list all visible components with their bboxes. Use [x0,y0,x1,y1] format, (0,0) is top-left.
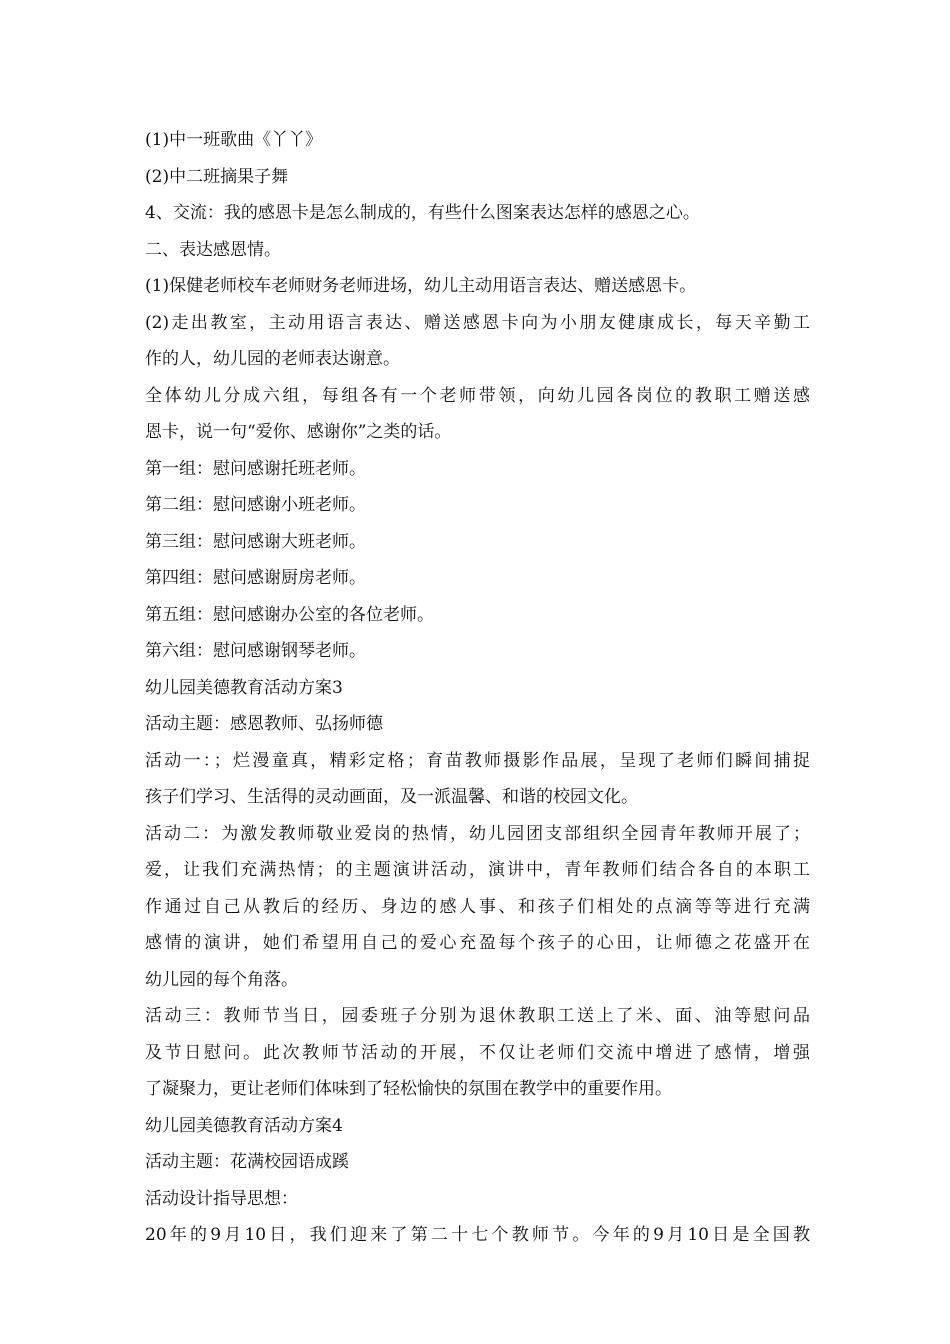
text-line: 感情的演讲，她们希望用自己的爱心充盈每个孩子的心田，让师德之花盛开在 [145,933,810,953]
text-line: 幼儿园的每个角落。 [145,969,298,990]
group-item: 第四组：慰问感谢厨房老师。 [145,568,366,588]
section-heading: 二、表达感恩情。 [145,239,281,260]
text-line: (2)走出教室，主动用语言表达、赠送感恩卡向为小朋友健康成长，每天辛勤工 [145,312,810,333]
text-line: 活动一：；烂漫童真，精彩定格；育苗教师摄影作品展，呈现了老师们瞬间捕捉 [145,750,810,771]
text-line: 孩子们学习、生活得的灵动画面，及一派温馨、和谐的校园文化。 [145,787,638,807]
text-line: 全体幼儿分成六组，每组各有一个老师带领，向幼儿园各岗位的教职工赠送感 [145,385,810,406]
text-line: (1)中一班歌曲《丫丫》 [145,130,323,150]
group-item: 第一组：慰问感谢托班老师。 [145,458,366,479]
text-line: 作的人，幼儿园的老师表达谢意。 [145,349,400,369]
group-item: 第三组：慰问感谢大班老师。 [145,531,366,552]
text-line: 活动三：教师节当日，园委班子分别为退休教职工送上了米、面、油等慰问品 [145,1006,810,1026]
activity-theme: 活动主题：花满校园语成蹊 [145,1152,349,1172]
section-title: 幼儿园美德教育活动方案4 [145,1115,343,1136]
text-line: 4、交流：我的感恩卡是怎么制成的，有些什么图案表达怎样的感恩之心。 [145,203,700,223]
document-body [145,122,810,1254]
text-line: 作通过自己从教后的经历、身边的感人事、和孩子们相处的点滴等等进行充满 [145,896,810,917]
text-line: 爱，让我们充满热情；的主题演讲活动，演讲中，青年教师们结合各自的本职工 [145,860,810,880]
group-item: 第二组：慰问感谢小班老师。 [145,495,366,515]
group-item: 第五组：慰问感谢办公室的各位老师。 [145,604,434,625]
text-line: 活动二：为激发教师敬业爱岗的热情，幼儿园团支部组织全园青年教师开展了； [145,823,810,844]
text-line: 了凝聚力，更让老师们体味到了轻松愉快的氛围在教学中的重要作用。 [145,1079,672,1099]
activity-theme: 活动主题：感恩教师、弘扬师德 [145,714,383,734]
text-line: (1)保健老师校车老师财务老师进场，幼儿主动用语言表达、赠送感恩卡。 [145,276,697,296]
paragraph [145,305,810,378]
group-item: 第六组：慰问感谢钢琴老师。 [145,641,366,661]
paragraph [145,998,810,1108]
paragraph [145,816,810,999]
paragraph [145,743,810,816]
paragraph [145,378,810,451]
text-line: 活动设计指导思想： [145,1188,298,1209]
section-title: 幼儿园美德教育活动方案3 [145,677,343,698]
text-line: 及节日慰问。此次教师节活动的开展，不仅让老师们交流中增进了感情，增强 [145,1042,810,1063]
text-line: 恩卡，说一句“爱你、感谢你”之类的话。 [145,422,452,442]
text-line: (2)中二班摘果子舞 [145,166,289,187]
paragraph [145,1217,810,1254]
text-line: 20年的9月10日，我们迎来了第二十七个教师节。今年的9月10日是全国教 [145,1225,810,1245]
